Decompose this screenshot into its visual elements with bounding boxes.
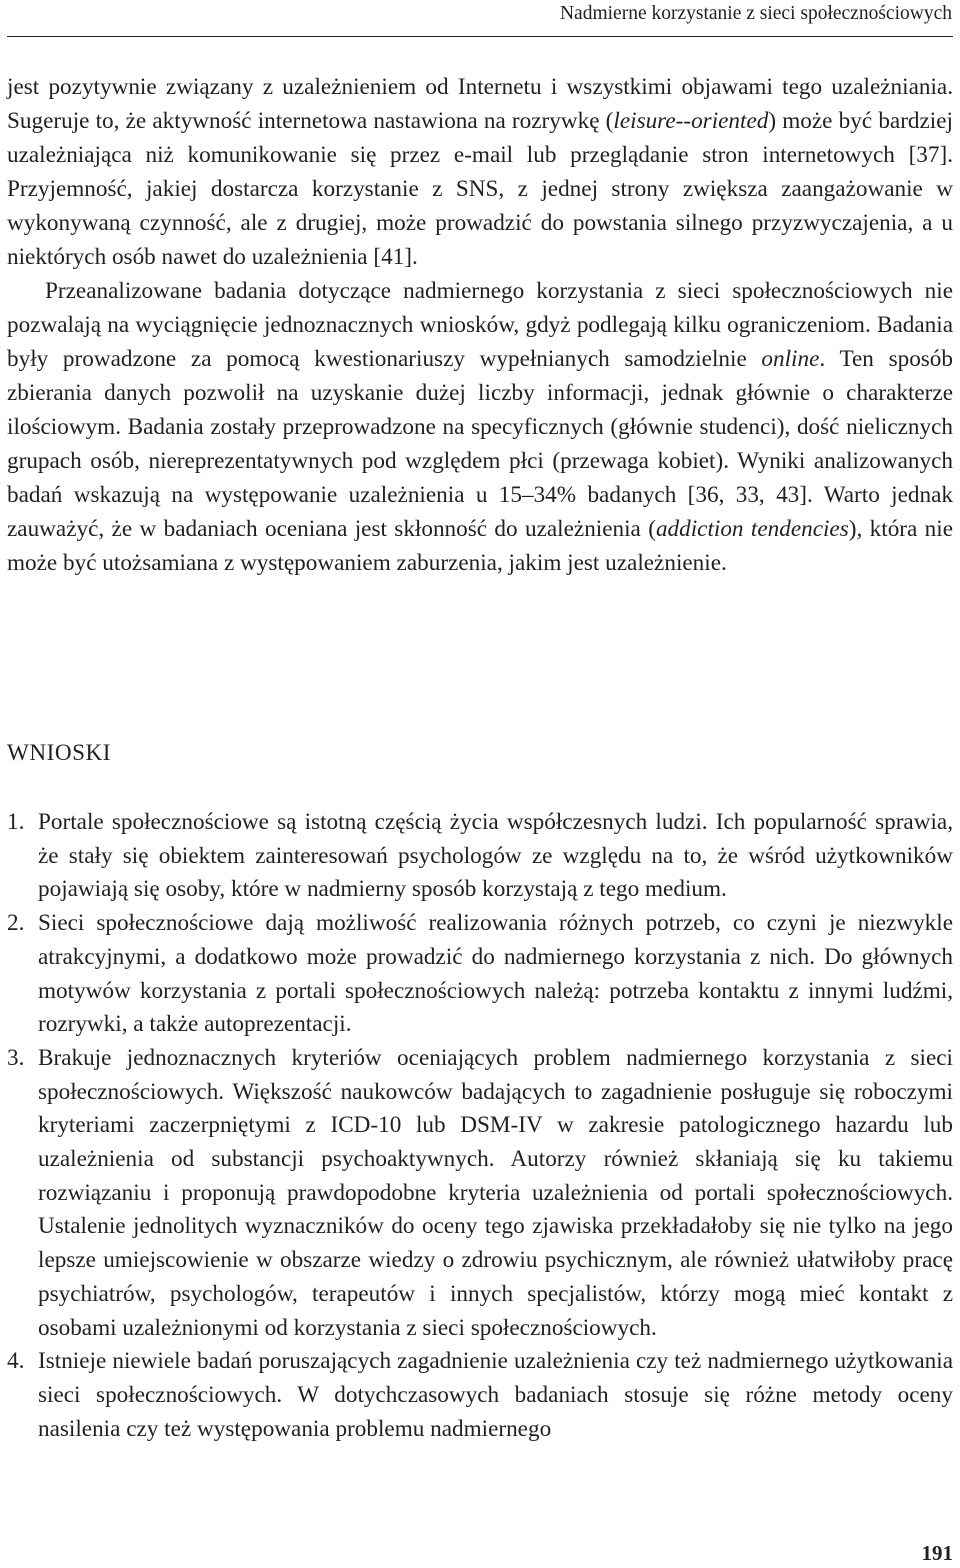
body-text [7,70,953,580]
list-item [7,907,953,1042]
running-head: Nadmierne korzystanie z sieci społecznościowych [559,3,952,24]
section-heading: WNIOSKI [7,740,111,766]
italic-term: online [761,346,820,372]
list-item-text: Portale społecznościowe są istotną częścią życia współczesnych ludzi. Ich popularność sprawia, że stały się obiektem zainteresowań psychologów ze względu na to, że wśród użytkowników pojawiają się osoby, które w nadmierny sposób korzystają z tego medium. [38,809,953,903]
list-number: 1. [7,809,25,835]
header-rule [7,36,953,37]
list-number: 4. [7,1348,25,1375]
list-item [7,1042,953,1345]
italic-term: addiction tendencies [655,516,849,542]
paragraph-text: . Ten sposób zbierania danych pozwolił na uzyskanie dużej liczby informacji, jednak głównie o charakterze ilościowym. Badania zostały przeprowadzone na specyficznych (głównie studenci), dość nielicznych grupach osób, niereprezentatywnych pod względem płci (przewaga kobiet). Wyniki analizowanych badań wskazują na występowanie uzależnienia u 15–34% badanych [36, 33, 43]. Warto jednak zauważyć, że w badaniach oceniana jest skłonność do uzależnienia ( [7,346,953,542]
paragraph-text: ), która nie może być utożsamiana z występowaniem zaburzenia, jakim jest uzależnienie. [7,516,953,576]
list-item [7,1345,953,1446]
list-item-text: Brakuje jednoznacznych kryteriów oceniających problem nadmiernego korzystania z sieci społecznościowych. Większość naukowców badających to zagadnienie posługuje się roboczymi kryteriami zaczerpniętymi z ICD-10 lub DSM-IV w zakresie patologicznego hazardu lub uzależnienia od substancji psychoaktywnych. Autorzy również skłaniają się ku takiemu rozwiązaniu i proponują prawdopodobne kryteria uzależnienia od portali społecznościowych. Ustalenie jednolitych wyznaczników do oceny tego zjawiska przekładałoby się nie tylko na jego lepsze umiejscowienie w obszarze wiedzy o zdrowiu psychicznym, ale również ułatwiłoby pracę psychiatrów, psychologów, terapeutów i innych specjalistów, którzy mogą mieć kontakt z osobami uzależnionymi od korzystania z sieci społecznościowych. [38,1044,953,1341]
conclusions-list [7,806,953,1446]
list-item-text: Istnieje niewiele badań poruszających zagadnienie uzależnienia czy też nadmiernego użytkowania sieci społecznościowych. W dotychczasowych badaniach stosuje się różne metody oceny nasilenia czy też występowania problemu nadmiernego [38,1348,953,1442]
paragraph [7,70,953,274]
paragraph-text: Przeanalizowane badania dotyczące nadmiernego korzystania z sieci społecznościowych nie pozwalają na wyciągnięcie jednoznacznych wniosków, gdyż podlegają kilku ograniczeniom. Badania były prowadzone za pomocą kwestionariuszy wypełnianych samodzielnie [7,278,953,372]
list-item [7,806,953,907]
paragraph-text: ) może być bardziej uzależniająca niż komunikowanie się przez e-mail lub przeglądanie stron internetowych [37]. Przyjemność, jakiej dostarcza korzystanie z SNS, z jednej strony zwiększa zaangażowanie w wykonywaną czynność, ale z drugiej, może prowadzić do powstania silnego przyzwyczajenia, a u niektórych osób nawet do uzależnienia [41]. [7,108,953,270]
paragraph [7,274,953,580]
list-item-text: Sieci społecznościowe dają możliwość realizowania różnych potrzeb, co czyni je niezwykle atrakcyjnymi, a dodatkowo może prowadzić do nadmiernego korzystania z nich. Do głównych motywów korzystania z portali społecznościowych należą: potrzeba kontaktu z innymi ludźmi, rozrywki, a także autoprezentacji. [38,910,953,1038]
page-number: 191 [921,1541,953,1565]
list-number: 2. [7,910,25,937]
italic-term: leisure--oriented [613,108,769,134]
list-number: 3. [7,1044,25,1071]
paragraph-text: jest pozytywnie związany z uzależnieniem od Internetu i wszystkimi objawami tego uzależniania. Sugeruje to, że aktywność internetowa nastawiona na rozrywkę ( [7,74,953,134]
